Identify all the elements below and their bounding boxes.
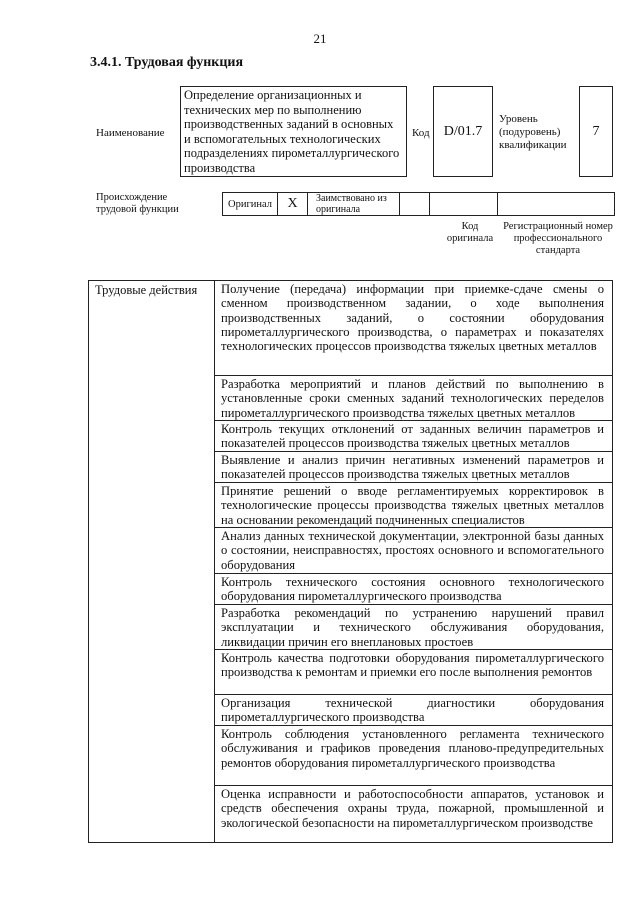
action-item: Получение (передача) информации при приемке-сдаче смены о сменном производственном задании, о ходе выполнения производственных заданий, о состоянии оборудования пирометаллургического производства, о параметрах и показателях технологических процессов производства тяжелых цветных металлов <box>215 281 612 376</box>
action-item: Контроль соблюдения установленного регламента технического обслуживания и графиков проведения планово-предупредительных ремонтов оборудования пирометаллургического производства <box>215 726 612 786</box>
borrowed-label: Заимствовано из оригинала <box>308 193 400 215</box>
action-item: Принятие решений о вводе регламентируемых корректировок в технологические процессы производства тяжелых цветных металлов на основании рекомендаций подчиненных специалистов <box>215 483 612 528</box>
level-label: Уровень (подуровень) квалификации <box>499 113 567 151</box>
action-item: Анализ данных технической документации, электронной базы данных о состоянии, неисправностях, простоях основного и вспомогательного оборудования <box>215 528 612 574</box>
action-item: Выявление и анализ причин негативных изменений параметров и показателей процессов производства тяжелых цветных металлов <box>215 452 612 483</box>
reg-number-cell <box>498 193 614 215</box>
origin-row <box>222 192 615 216</box>
code-value-box: D/01.7 <box>433 86 493 177</box>
original-code-cell <box>430 193 498 215</box>
original-mark: X <box>278 193 308 215</box>
code-caption: Код оригинала <box>446 221 494 244</box>
actions-list <box>214 281 612 842</box>
action-item: Организация технической диагностики оборудования пирометаллургического производства <box>215 695 612 726</box>
function-name-box: Определение организационных и технических мер по выполнению производственных заданий в основных и вспомогательных технологических подразделениях пирометаллургического производства <box>180 86 407 177</box>
section-title: 3.4.1. Трудовая функция <box>90 55 244 70</box>
actions-table <box>88 280 613 843</box>
page-number: 21 <box>313 31 327 46</box>
action-item: Разработка мероприятий и планов действий по выполнению в установленные сроки сменных заданий технологических переделов пирометаллургического производства тяжелых цветных металлов <box>215 376 612 421</box>
actions-label: Трудовые действия <box>95 283 198 297</box>
level-value-box: 7 <box>579 86 613 177</box>
action-item: Оценка исправности и работоспособности аппаратов, установок и средств обеспечения охраны труда, пожарной, промышленной и экологической безопасности на пирометаллургическом производстве <box>221 787 604 830</box>
name-label: Наименование <box>96 127 165 139</box>
action-item: Контроль технического состояния основного технологического оборудования пирометаллургического производства <box>215 574 612 605</box>
action-item: Контроль текущих отклонений от заданных величин параметров и показателей процессов производства тяжелых цветных металлов <box>215 421 612 452</box>
action-item: Контроль качества подготовки оборудования пирометаллургического производства к ремонтам и приемки его после выполнения ремонтов <box>215 650 612 695</box>
borrowed-mark-cell <box>400 193 430 215</box>
origin-label: Происхождение трудовой функции <box>96 192 179 215</box>
code-label: Код <box>412 127 430 139</box>
reg-caption: Регистрационный номер профессионального стандарта <box>503 221 613 256</box>
action-item: Разработка рекомендаций по устранению нарушений правил эксплуатации и технического обслуживания оборудования, ликвидации причин его внеплановых простоев <box>215 605 612 650</box>
original-label: Оригинал <box>223 193 278 215</box>
